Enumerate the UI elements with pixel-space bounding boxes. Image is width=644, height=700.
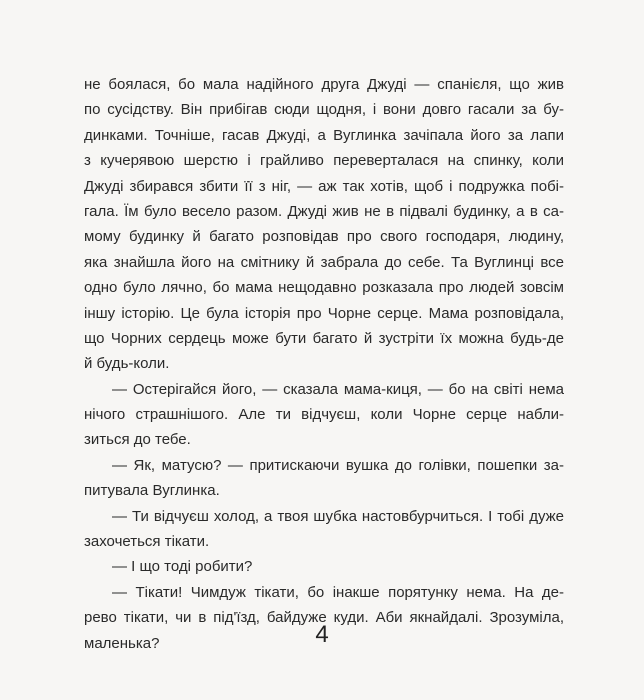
text-line: питувала Вуглинка. xyxy=(84,482,220,500)
text-line: гала. Їм було весело разом. Джуді жив не в підвалі будинку, а в са- xyxy=(84,202,564,220)
text-line: динками. Точніше, гасав Джуді, а Вуглинка зачіпала його за лапи xyxy=(84,126,564,144)
body-text xyxy=(84,72,564,656)
text-line: — Остерігайся його, — сказала мама-киця, — бо на світі нема xyxy=(112,380,564,398)
text-line: — І що тоді робити? xyxy=(112,558,253,576)
text-line: з кучерявою шерстю і грайливо переверталася на спинку, коли xyxy=(84,152,564,170)
text-line: й будь-коли. xyxy=(84,355,170,373)
text-line: іншу історію. Це була історія про Чорне серце. Мама розповідала, xyxy=(84,304,564,322)
text-line: не боялася, бо мала надійного друга Джуді — спанієля, що жив xyxy=(84,76,564,93)
text-line: одно було лячно, бо мама нещодавно розказала про людей зовсім xyxy=(84,279,564,297)
text-line: зиться до тебе. xyxy=(84,431,191,449)
text-line: мому будинку й багато розповідав про свого господаря, людину, xyxy=(84,228,564,246)
text-line: маленька? xyxy=(84,634,160,652)
text-line: рево тікати, чи в під'їзд, байдуже куди. Аби якнайдалі. Зрозуміла, xyxy=(84,609,564,627)
text-line: яка знайшла його на смітнику й забрала до себе. Та Вуглинці все xyxy=(84,253,564,271)
text-line: по сусідству. Він прибігав сюди щодня, і вони довго гасали за бу- xyxy=(84,101,564,119)
text-line: нічого страшнішого. Але ти відчуєш, коли Чорне серце набли- xyxy=(84,406,564,424)
page-number: 4 xyxy=(315,621,329,648)
text-line: що Чорних сердець може бути багато й зустріти їх можна будь-де xyxy=(84,329,564,347)
text-line: захочеться тікати. xyxy=(84,533,210,551)
text-line: — Тікати! Чимдуж тікати, бо інакше порятунку нема. На де- xyxy=(112,583,564,601)
text-line: — Ти відчуєш холод, а твоя шубка настовбурчиться. І тобі дуже xyxy=(112,507,564,525)
text-line: — Як, матусю? — притискаючи вушка до голівки, пошепки за- xyxy=(112,456,564,474)
text-line: Джуді збирався збити її з ніг, — аж так хотів, щоб і подружка побі- xyxy=(84,177,564,195)
